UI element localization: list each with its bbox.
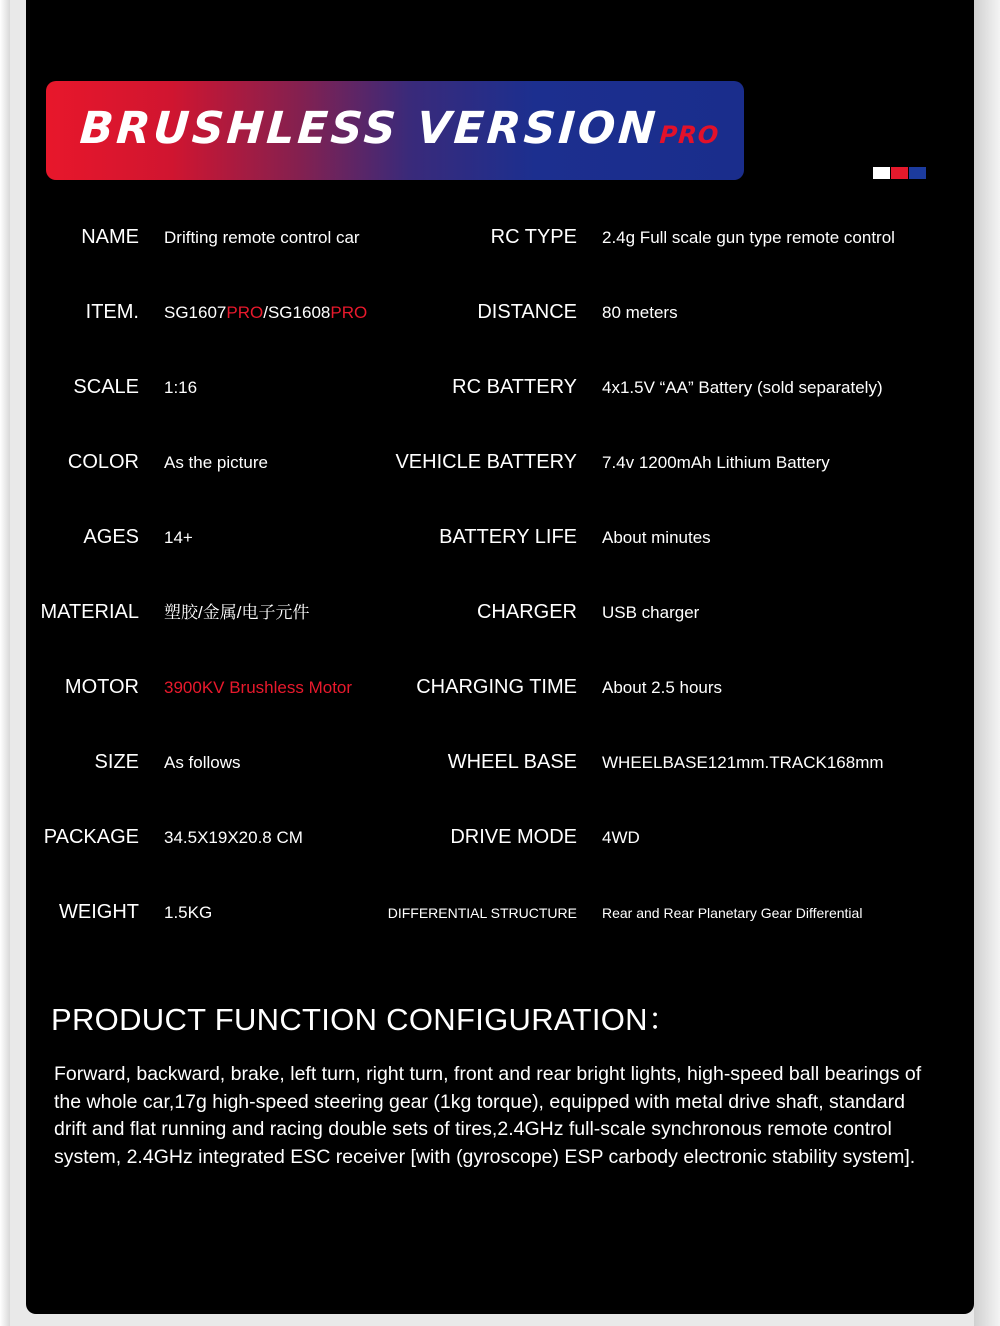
spec-value-vehicle-battery: 7.4v 1200mAh Lithium Battery <box>602 453 830 472</box>
spec-label-size: SIZE <box>94 751 139 773</box>
flag-stripe-blue <box>909 167 926 179</box>
spec-value-charger: USB charger <box>602 603 700 622</box>
page-edge-right <box>974 0 1000 1326</box>
flag-stripe-white <box>873 167 890 179</box>
spec-label-wheel-base: WHEEL BASE <box>447 751 577 773</box>
function-description: Forward, backward, brake, left turn, right turn, front and rear bright lights, high-speed ball bearings of the whole car,17g high-speed steering gear (1kg torque), equipped with metal drive shaft, standard drift and flat running and racing double sets of tires,2.4GHz full-scale synchronous remote control system, 2.4GHz integrated ESC receiver [with (gyroscope) ESP carbody electronic stability system]. <box>54 1063 922 1168</box>
banner-title-text: BRUSHLESS VERSION <box>78 103 660 154</box>
spec-label-color: COLOR <box>67 451 139 473</box>
spec-value-name: Drifting remote control car <box>164 228 360 247</box>
item-pro-a: PRO <box>226 303 264 322</box>
spec-value-package: 34.5X19X20.8 CM <box>164 828 303 847</box>
item-model-a: SG1607 <box>164 303 227 322</box>
spec-value-battery-life: About minutes <box>602 528 711 547</box>
spec-label-ages: AGES <box>83 526 139 548</box>
page-edge-left <box>0 0 10 1326</box>
spec-label-distance: DISTANCE <box>477 301 577 323</box>
spec-label-differential: DIFFERENTIAL STRUCTURE <box>387 905 577 921</box>
spec-value-ages: 14+ <box>164 528 193 547</box>
function-section-title: PRODUCT FUNCTION CONFIGURATION： <box>51 1002 680 1037</box>
item-pro-b: PRO <box>330 303 368 322</box>
banner-title <box>78 103 721 154</box>
item-model-b: SG1608 <box>267 303 331 322</box>
spec-value-weight: 1.5KG <box>164 903 213 922</box>
spec-label-vehicle-battery: VEHICLE BATTERY <box>395 451 577 473</box>
spec-value-charging-time: About 2.5 hours <box>602 678 723 697</box>
spec-label-material: MATERIAL <box>40 601 139 623</box>
spec-value-color: As the picture <box>164 453 268 472</box>
spec-label-charger: CHARGER <box>476 601 577 623</box>
banner-pro-suffix: PRO <box>658 121 721 149</box>
spec-label-package: PACKAGE <box>43 826 139 848</box>
spec-label-item: ITEM. <box>85 301 139 323</box>
spec-value-drive-mode: 4WD <box>602 828 640 847</box>
spec-label-rc-type: RC TYPE <box>490 226 577 248</box>
spec-value-motor: 3900KV Brushless Motor <box>164 678 353 697</box>
spec-label-drive-mode: DRIVE MODE <box>450 826 577 848</box>
spec-value-material: 塑胶/金属/电子元件 <box>164 603 310 622</box>
title-banner <box>46 81 744 180</box>
spec-label-scale: SCALE <box>73 376 139 398</box>
flag-stripe-red <box>891 167 908 179</box>
spec-label-battery-life: BATTERY LIFE <box>439 526 577 548</box>
spec-value-item <box>164 301 367 325</box>
spec-label-name: NAME <box>81 226 139 248</box>
spec-value-wheel-base: WHEELBASE121mm.TRACK168mm <box>602 753 884 772</box>
spec-label-charging-time: CHARGING TIME <box>416 676 577 698</box>
spec-value-scale: 1:16 <box>164 378 198 397</box>
spec-label-weight: WEIGHT <box>59 901 139 923</box>
spec-label-rc-battery: RC BATTERY <box>452 376 577 398</box>
spec-value-differential: Rear and Rear Planetary Gear Differential <box>602 905 863 921</box>
spec-value-rc-battery: 4x1.5V “AA” Battery (sold separately) <box>602 378 883 397</box>
spec-value-size: As follows <box>164 753 241 772</box>
spec-value-distance: 80 meters <box>602 303 678 322</box>
spec-value-rc-type: 2.4g Full scale gun type remote control <box>602 228 895 247</box>
item-separator: / <box>263 303 268 322</box>
spec-label-motor: MOTOR <box>64 676 139 698</box>
